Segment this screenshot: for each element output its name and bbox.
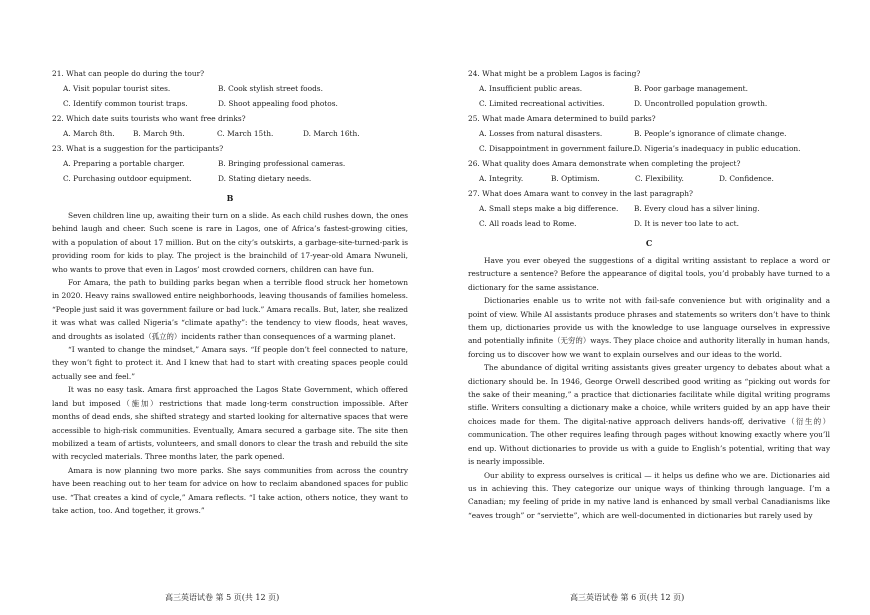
question-22 xyxy=(52,113,408,139)
option-a: A. Insufficient public areas. xyxy=(479,84,583,93)
options-row xyxy=(468,98,830,109)
passage-paragraph: “I wanted to change the mindset,” Amara says. “If people don’t feel connected to nature, they won’t fight to protect it. And I knew that had to start with creating spaces people could actually see and feel.” xyxy=(52,345,408,381)
question-stem: 24. What might be a problem Lagos is facing? xyxy=(468,69,641,78)
options-row xyxy=(52,128,408,139)
passage-paragraph: Amara is now planning two more parks. She says communities from across the country have been reaching out to her team for advice on how to reclaim abandoned spaces for public use. “That creates a kind of cycle,” Amara reflects. “I take action, others notice, they want to take action, too. And together, it grows.” xyxy=(52,465,408,515)
options-row xyxy=(52,158,408,169)
question-stem: 23. What is a suggestion for the participants? xyxy=(52,144,224,153)
option-b: B. People’s ignorance of climate change. xyxy=(634,129,787,138)
option-b: B. Optimism. xyxy=(551,174,600,183)
passage-paragraph: Our ability to express ourselves is critical — it helps us define who we are. Dictionaries aid us in achieving this. They categorize our unique ways of thinking through language. I’m a Canadian; my feeling of pride in my native land is enhanced by small verbal Canadianisms like “eaves trough” or “serviette”, which are well-documented in dictionaries but rarely used by xyxy=(468,470,830,520)
question-21 xyxy=(52,68,408,109)
passage-paragraph: It was no easy task. Amara first approached the Lagos State Government, which offered land but imposed（施加）restrictions that made long-term construction impossible. After months of dead ends, she shifted strategy and started looking for alternative spaces that were accessible to high-risk communities. Eventually, Amara secured a garbage site. The site then mobilized a team of artists, volunteers, and small donors to clear the trash and rebuild the site with recycled materials. Three months later, the park opened. xyxy=(52,385,408,462)
option-a: A. Visit popular tourist sites. xyxy=(63,84,171,93)
passage-paragraph: Have you ever obeyed the suggestions of a digital writing assistant to replace a word or restructure a sentence? Before the appearance of digital tools, you’d probably have turned to a dictionary for the same assistance. xyxy=(468,256,830,292)
option-b: B. Every cloud has a silver lining. xyxy=(634,204,760,213)
option-a: A. Integrity. xyxy=(479,174,524,183)
question-stem: 26. What quality does Amara demonstrate when completing the project? xyxy=(468,159,741,168)
option-c: C. All roads lead to Rome. xyxy=(479,219,577,228)
question-26 xyxy=(468,158,830,184)
option-a: A. Preparing a portable charger. xyxy=(63,159,185,168)
question-27 xyxy=(468,188,830,229)
option-c: C. Identify common tourist traps. xyxy=(63,99,188,108)
option-d: D. March 16th. xyxy=(303,129,360,138)
question-stem: 25. What made Amara determined to build parks? xyxy=(468,114,656,123)
question-25 xyxy=(468,113,830,154)
section-title: C xyxy=(645,238,653,248)
options-row xyxy=(468,128,830,139)
option-c: C. Purchasing outdoor equipment. xyxy=(63,174,192,183)
passage-paragraph: Seven children line up, awaiting their turn on a slide. As each child rushes down, the ones behind laugh and cheer. Such scene is rare in Lagos, one of Africa’s fastest-growing cities, with a population of about 17 million. But on the city’s outskirts, a garbage-site-turned-park is providing room for kids to play. The project is the brainchild of 17-year-old Amara Nwuneli, who wants to prove that even in Lagos’ most crowded corners, children can have fun. xyxy=(52,211,408,274)
option-c: C. March 15th. xyxy=(217,129,274,138)
options-row xyxy=(468,203,830,214)
option-b: B. Cook stylish street foods. xyxy=(218,84,323,93)
option-d: D. Confidence. xyxy=(719,174,774,183)
option-d: D. Uncontrolled population growth. xyxy=(634,99,768,108)
option-b: B. March 9th. xyxy=(133,129,185,138)
passage-paragraph: Dictionaries enable us to write not with fail-safe convenience but with originality and a point of view. While AI assistants produce phrases and statements so writers don’t have to think them up, dictionaries provide us with the knowledge to use language ourselves in expressive and potentially infinite（无穷的）ways. They place choice and authority literally in human hands, forcing us to discover how we want to explain ourselves and our ideas to the world. xyxy=(468,296,830,359)
right-page xyxy=(435,0,870,615)
options-row xyxy=(468,83,830,94)
options-row xyxy=(468,143,830,154)
options-row xyxy=(52,83,408,94)
question-23 xyxy=(52,143,408,184)
option-a: A. Small steps make a big difference. xyxy=(479,204,619,213)
passage-paragraph: For Amara, the path to building parks began when a terrible flood struck her hometown in 2020. Heavy rains swallowed entire neighborhoods, leaving thousands of families homeless. “People just said it was government failure or bad luck.” Amara recalls. But, later, she realized it was what was called Nigeria’s “climate apathy”: the tendency to view floods, heat waves, and droughts as isolated（孤立的）incidents rather than consequences of a warming planet. xyxy=(52,278,408,341)
option-a: A. March 8th. xyxy=(63,129,115,138)
options-row xyxy=(468,218,830,229)
question-stem: 27. What does Amara want to convey in the last paragraph? xyxy=(468,189,693,198)
page-footer: 高三英语试卷 第 6 页(共 12 页) xyxy=(570,593,685,602)
page-footer: 高三英语试卷 第 5 页(共 12 页) xyxy=(165,593,280,602)
option-b: B. Poor garbage management. xyxy=(634,84,748,93)
option-d: D. It is never too late to act. xyxy=(634,219,739,228)
option-c: C. Flexibility. xyxy=(635,174,684,183)
option-d: D. Shoot appealing food photos. xyxy=(218,99,338,108)
option-c: C. Disappointment in government failure. xyxy=(479,144,635,153)
option-a: A. Losses from natural disasters. xyxy=(479,129,603,138)
options-row xyxy=(52,98,408,109)
section-title: B xyxy=(226,193,234,203)
options-row xyxy=(468,173,830,184)
option-d: D. Nigeria’s inadequacy in public education. xyxy=(634,144,801,153)
option-c: C. Limited recreational activities. xyxy=(479,99,605,108)
question-stem: 21. What can people do during the tour? xyxy=(52,69,205,78)
passage-paragraph: The abundance of digital writing assistants gives greater urgency to debates about what a dictionary should be. In 1946, George Orwell described good writing as “picking out words for the sake of their meaning,” a practice that dictionaries facilitate while digital writing programs stifle. Writers consulting a dictionary make a choice, while writers guided by an app have their choices made for them. The digital-native approach delivers hands-off, derivative（衍生的）communication. The other requires leafing through pages without knowing exactly where you’ll end up. Without dictionaries to provide us with a guide to English’s potential, writing that way is nearly impossible. xyxy=(468,363,830,467)
option-d: D. Stating dietary needs. xyxy=(218,174,312,183)
option-b: B. Bringing professional cameras. xyxy=(218,159,346,168)
question-24 xyxy=(468,68,830,109)
options-row xyxy=(52,173,408,184)
question-stem: 22. Which date suits tourists who want free drinks? xyxy=(52,114,246,123)
